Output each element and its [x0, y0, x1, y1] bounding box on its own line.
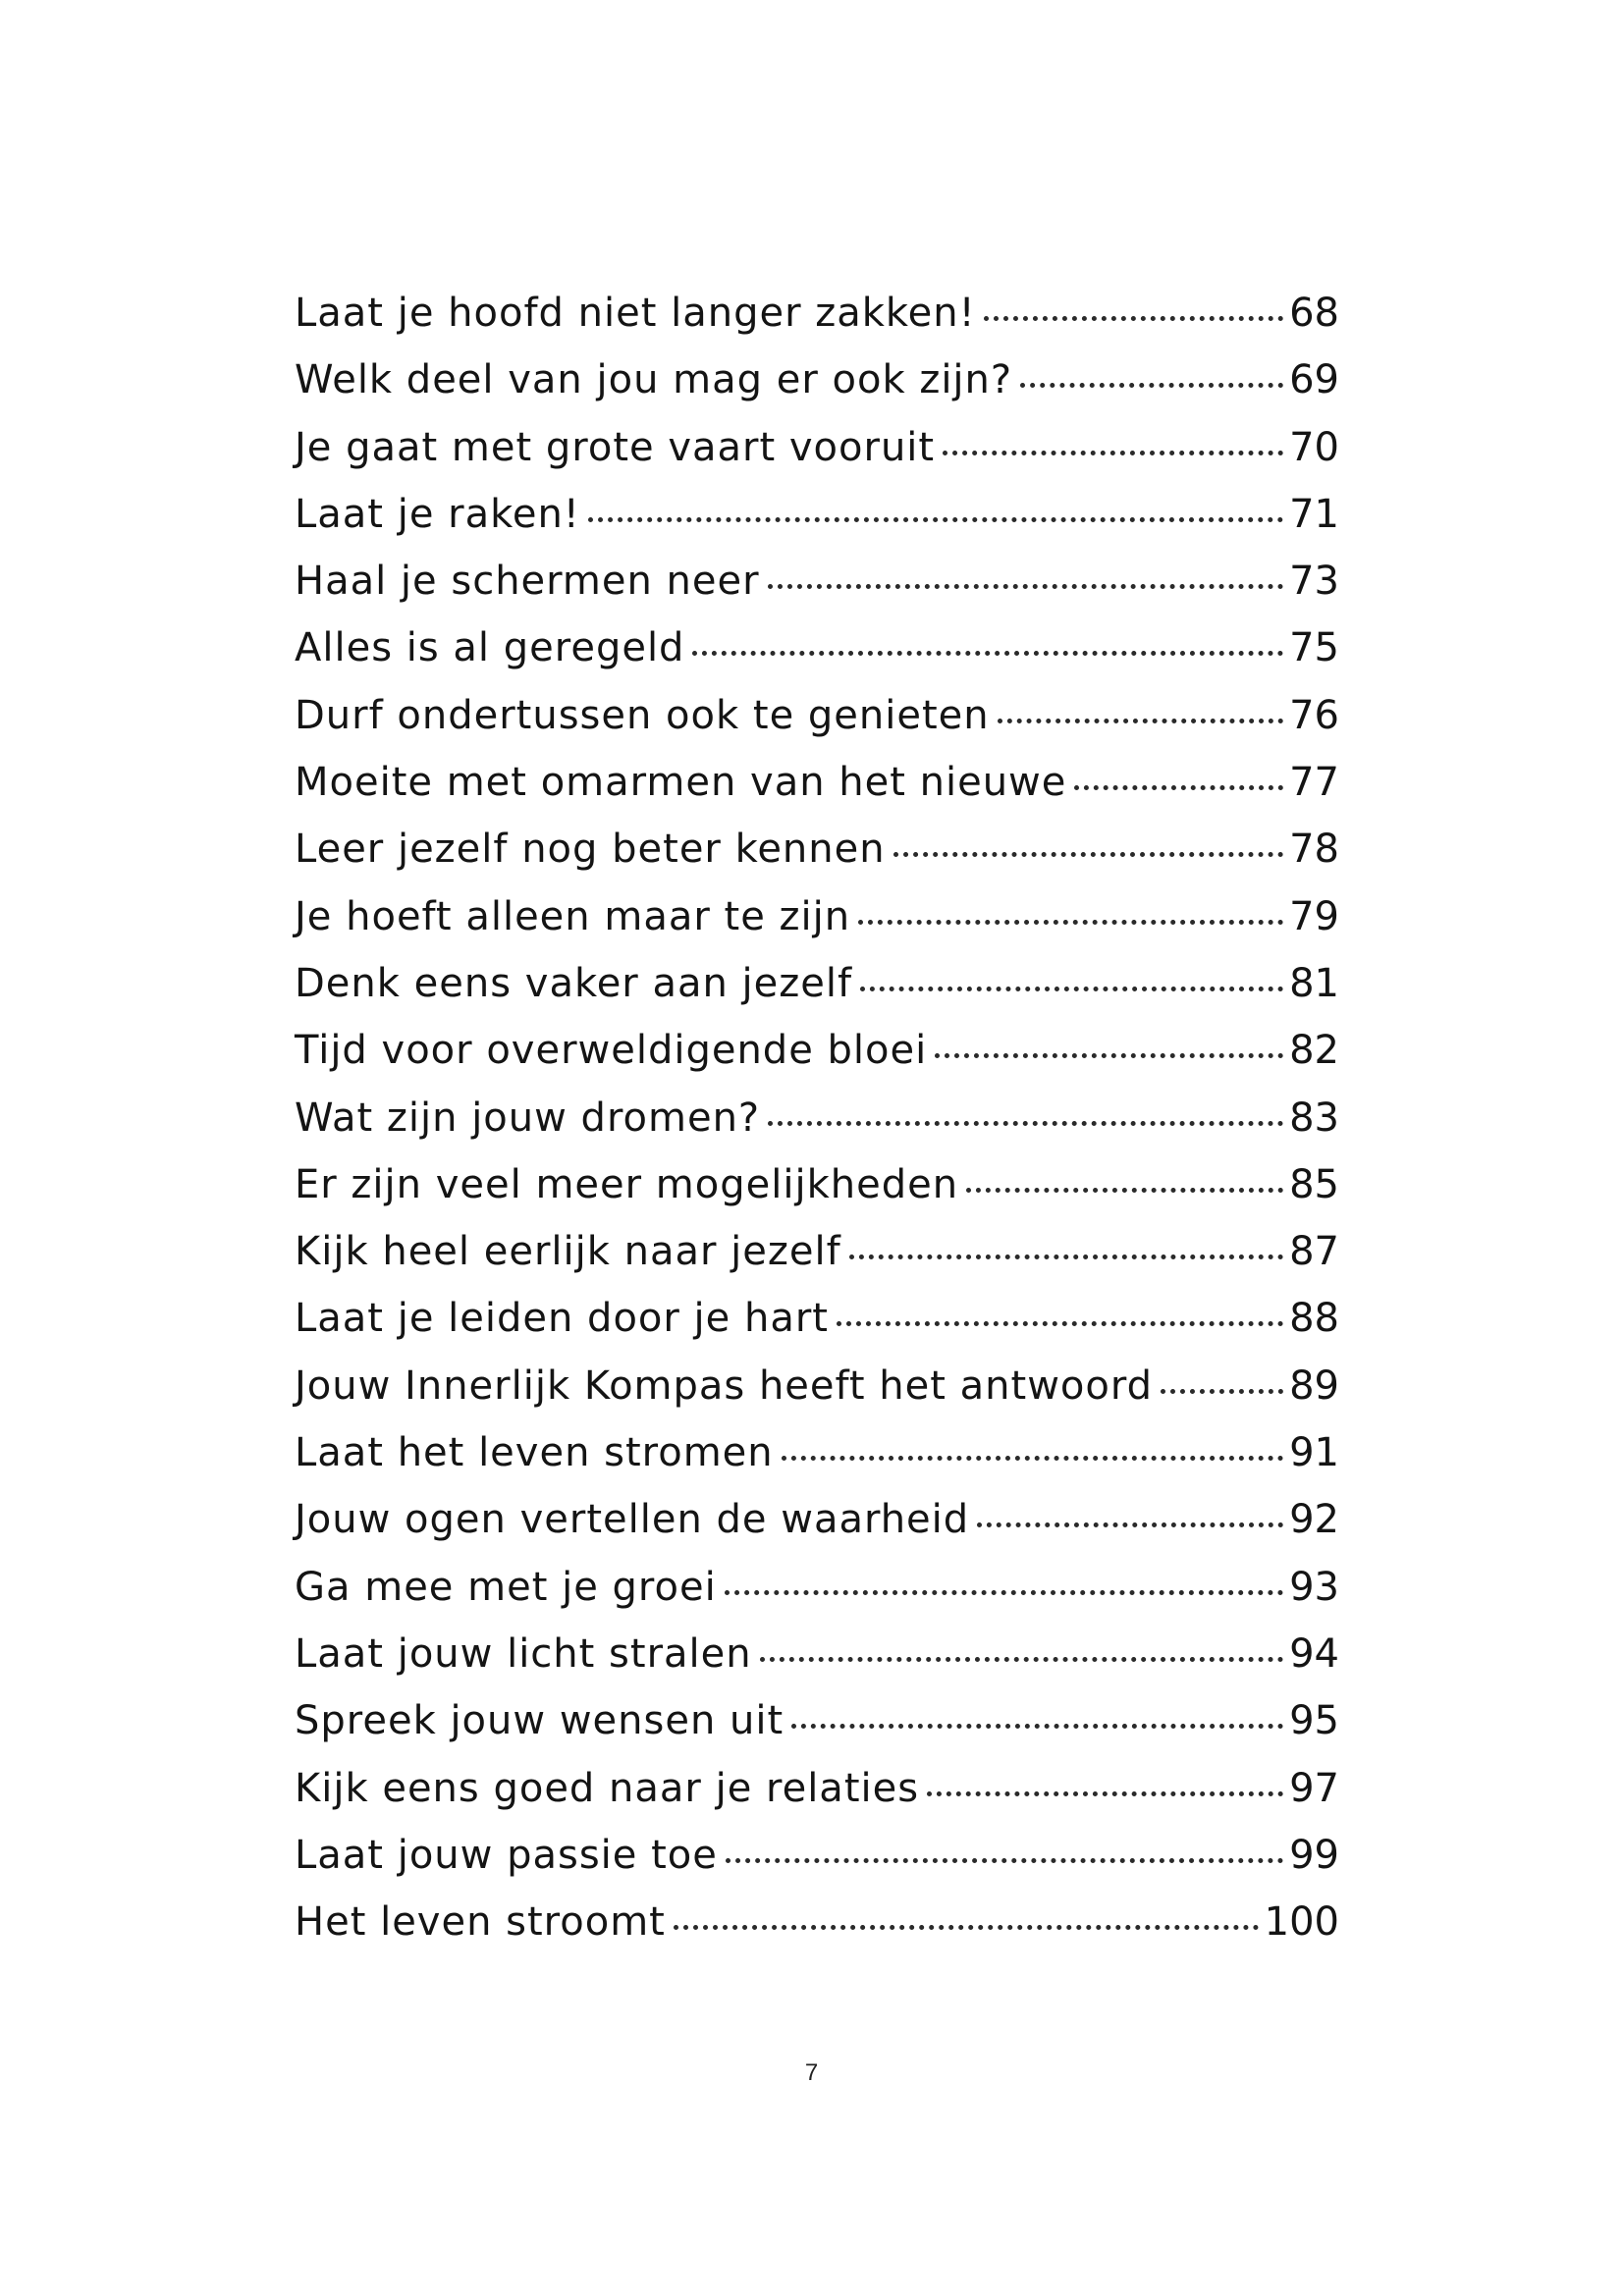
- toc-entry-page: 68: [1289, 291, 1339, 336]
- toc-entry-title: Laat je raken!: [295, 491, 580, 537]
- toc-entry-page: 91: [1289, 1430, 1339, 1476]
- toc-entry-title: Laat je leiden door je hart: [295, 1296, 829, 1342]
- dot-leader: [893, 852, 1284, 857]
- dot-leader: [1074, 785, 1283, 790]
- toc-entry-page: 97: [1289, 1765, 1339, 1811]
- toc-entry-page: 85: [1289, 1161, 1339, 1207]
- toc-entry-title: Moeite met omarmen van het nieuwe: [295, 760, 1067, 806]
- dot-leader: [977, 1522, 1283, 1527]
- toc-entry[interactable]: [295, 1766, 1339, 1833]
- dot-leader: [927, 1791, 1283, 1796]
- toc-entry-title: Het leven stroomt: [295, 1899, 666, 1946]
- dot-leader: [768, 584, 1284, 589]
- toc-entry[interactable]: [295, 760, 1339, 827]
- toc-entry[interactable]: [295, 894, 1339, 961]
- toc-entry-page: 88: [1289, 1296, 1339, 1342]
- toc-entry-title: Laat jouw passie toe: [295, 1832, 718, 1878]
- toc-entry[interactable]: [295, 693, 1339, 760]
- toc-entry-page: 99: [1289, 1832, 1339, 1878]
- toc-entry-title: Ga mee met je groei: [295, 1564, 717, 1610]
- toc-entry-page: 77: [1289, 760, 1339, 806]
- toc-entry-page: 89: [1289, 1362, 1339, 1409]
- toc-entry[interactable]: [295, 492, 1339, 559]
- toc-entry[interactable]: [295, 1095, 1339, 1162]
- toc-entry-title: Jouw Innerlijk Kompas heeft het antwoord: [295, 1362, 1154, 1409]
- toc-entry-page: 73: [1289, 559, 1339, 605]
- toc-entry[interactable]: [295, 1899, 1339, 1966]
- dot-leader: [858, 920, 1283, 925]
- toc-entry-title: Laat jouw licht stralen: [295, 1630, 752, 1677]
- toc-entry-page: 79: [1289, 893, 1339, 939]
- toc-entry-title: Er zijn veel meer mogelijkheden: [295, 1161, 959, 1207]
- toc-entry[interactable]: [295, 1296, 1339, 1362]
- toc-entry[interactable]: [295, 1028, 1339, 1095]
- toc-entry[interactable]: [295, 1229, 1339, 1296]
- dot-leader: [768, 1121, 1283, 1126]
- toc-entry-title: Spreek jouw wensen uit: [295, 1698, 784, 1744]
- dot-leader: [674, 1925, 1259, 1930]
- dot-leader: [1161, 1389, 1283, 1394]
- dot-leader: [943, 451, 1283, 455]
- toc-entry-title: Je hoeft alleen maar te zijn: [295, 893, 851, 939]
- toc-entry-page: 71: [1289, 491, 1339, 537]
- dot-leader: [726, 1858, 1283, 1863]
- toc-entry[interactable]: [295, 625, 1339, 692]
- toc-entry-page: 70: [1289, 424, 1339, 470]
- dot-leader: [791, 1724, 1283, 1729]
- dot-leader: [782, 1456, 1283, 1461]
- toc-entry-title: Tijd voor overweldigende bloei: [295, 1028, 928, 1074]
- toc-entry-page: 87: [1289, 1229, 1339, 1275]
- dot-leader: [935, 1053, 1283, 1058]
- toc-entry-page: 95: [1289, 1698, 1339, 1744]
- toc-entry-title: Wat zijn jouw dromen?: [295, 1095, 761, 1141]
- toc-entry[interactable]: [295, 559, 1339, 625]
- toc-entry[interactable]: [295, 1833, 1339, 1899]
- toc-entry-title: Leer jezelf nog beter kennen: [295, 827, 886, 873]
- toc-entry-title: Denk eens vaker aan jezelf: [295, 960, 853, 1006]
- toc-entry-page: 81: [1289, 960, 1339, 1006]
- dot-leader: [849, 1255, 1283, 1259]
- toc-entry-page: 92: [1289, 1497, 1339, 1543]
- dot-leader: [860, 987, 1283, 991]
- toc-entry[interactable]: [295, 1698, 1339, 1765]
- toc-entry[interactable]: [295, 827, 1339, 893]
- table-of-contents: [295, 291, 1339, 1966]
- page-number: 7: [804, 2059, 819, 2086]
- dot-leader: [725, 1590, 1283, 1595]
- toc-entry-page: 78: [1289, 827, 1339, 873]
- toc-entry-title: Welk deel van jou mag er ook zijn?: [295, 357, 1013, 403]
- toc-entry-title: Alles is al geregeld: [295, 625, 685, 671]
- dot-leader: [984, 316, 1283, 321]
- toc-entry[interactable]: [295, 1162, 1339, 1229]
- dot-leader: [692, 651, 1283, 656]
- toc-entry-page: 82: [1289, 1028, 1339, 1074]
- toc-entry-title: Jouw ogen vertellen de waarheid: [295, 1497, 970, 1543]
- toc-entry-page: 69: [1289, 357, 1339, 403]
- toc-entry-title: Laat het leven stromen: [295, 1430, 774, 1476]
- dot-leader: [760, 1657, 1283, 1662]
- toc-entry-page: 94: [1289, 1630, 1339, 1677]
- toc-entry-title: Laat je hoofd niet langer zakken!: [295, 291, 976, 336]
- dot-leader: [837, 1321, 1283, 1326]
- toc-entry-page: 75: [1289, 625, 1339, 671]
- toc-entry-title: Kijk heel eerlijk naar jezelf: [295, 1229, 841, 1275]
- toc-entry[interactable]: [295, 1363, 1339, 1430]
- dot-leader: [998, 719, 1283, 723]
- toc-entry-page: 83: [1289, 1095, 1339, 1141]
- dot-leader: [966, 1188, 1283, 1193]
- toc-entry[interactable]: [295, 1631, 1339, 1698]
- toc-entry[interactable]: [295, 425, 1339, 492]
- dot-leader: [588, 517, 1283, 522]
- toc-entry-page: 100: [1264, 1899, 1339, 1946]
- toc-entry[interactable]: [295, 1497, 1339, 1564]
- toc-entry-title: Kijk eens goed naar je relaties: [295, 1765, 920, 1811]
- toc-entry[interactable]: [295, 1565, 1339, 1631]
- toc-entry-title: Haal je schermen neer: [295, 559, 760, 605]
- toc-entry-title: Durf ondertussen ook te genieten: [295, 692, 990, 738]
- toc-entry[interactable]: [295, 357, 1339, 424]
- toc-entry[interactable]: [295, 1430, 1339, 1497]
- dot-leader: [1020, 383, 1283, 388]
- toc-entry-page: 76: [1289, 692, 1339, 738]
- toc-entry[interactable]: [295, 961, 1339, 1028]
- toc-entry-page: 93: [1289, 1564, 1339, 1610]
- toc-entry[interactable]: [295, 291, 1339, 357]
- toc-entry-title: Je gaat met grote vaart vooruit: [295, 424, 936, 470]
